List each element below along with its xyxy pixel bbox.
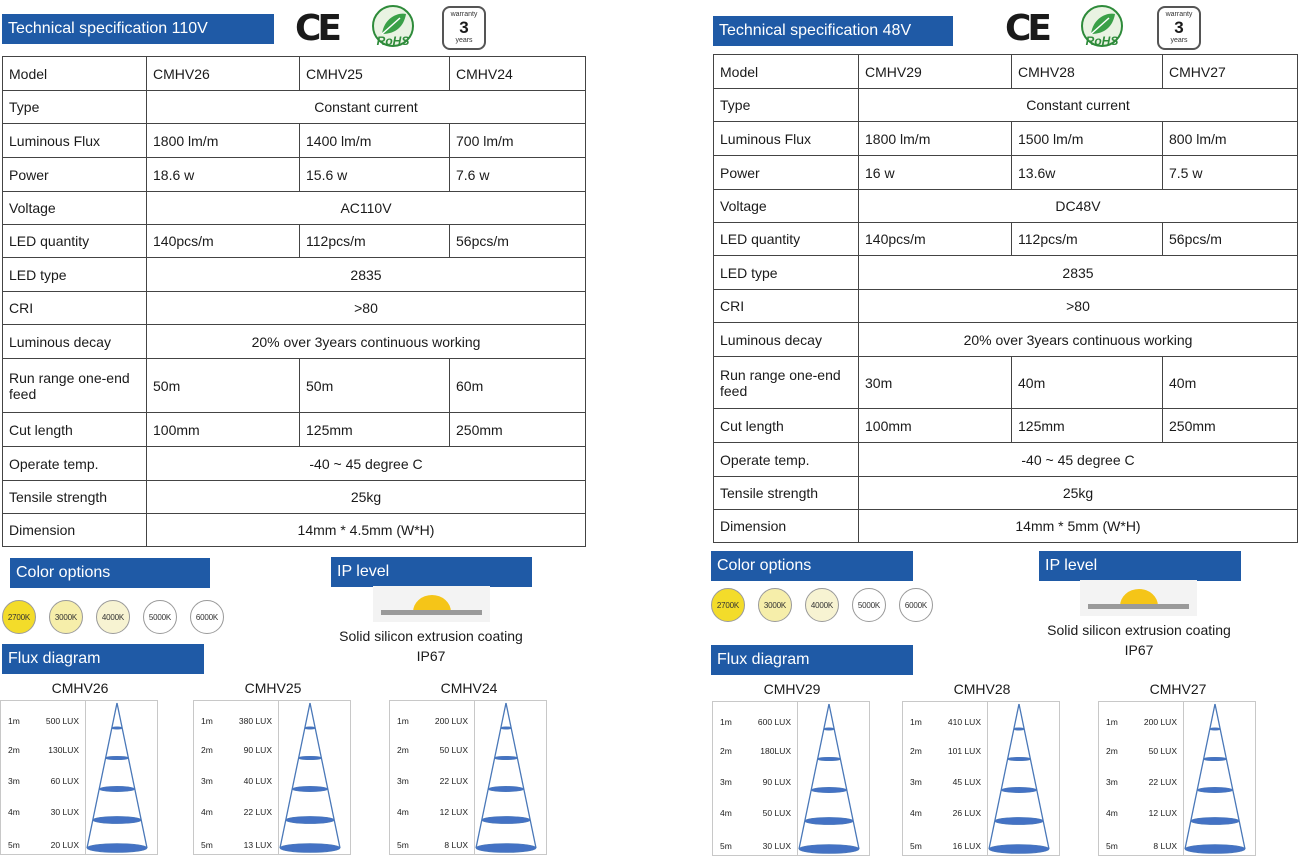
flux-lux-value: 8 LUX — [1153, 841, 1177, 851]
spec-value: 16 w — [859, 156, 1012, 190]
spec-banner: Technical specification 48V — [713, 16, 953, 46]
flux-lux-value: 30 LUX — [50, 807, 79, 817]
color-swatch: 5000K — [852, 588, 886, 622]
spec-value: 1800 lm/m — [859, 122, 1012, 156]
beam-ring — [299, 756, 322, 759]
color-swatches — [2, 600, 224, 634]
beam-ring — [1185, 845, 1245, 854]
spec-label: Tensile strength — [3, 481, 147, 514]
spec-label: Power — [714, 156, 859, 190]
flux-distance: 2m — [720, 746, 732, 756]
spec-value: 20% over 3years continuous working — [859, 323, 1298, 357]
flux-lux-value: 45 LUX — [952, 777, 981, 787]
ip-coating-profile-icon — [1080, 580, 1197, 616]
flux-diagram-banner: Flux diagram — [711, 645, 913, 675]
flux-lux-value: 90 LUX — [243, 745, 272, 755]
warranty-number: 3 — [1174, 18, 1184, 37]
flux-lux-value: 380 LUX — [238, 716, 272, 726]
spec-value: 13.6w — [1012, 156, 1163, 190]
beam-ring — [1014, 728, 1024, 730]
spec-table — [713, 54, 1298, 543]
spec-value: 25kg — [859, 477, 1298, 510]
spec-panel-110v — [0, 0, 600, 861]
flux-label-column — [194, 701, 279, 854]
beam-ring — [476, 844, 536, 853]
spec-value: CMHV25 — [300, 57, 450, 91]
spec-value: 56pcs/m — [450, 225, 586, 258]
color-swatch: 3000K — [758, 588, 792, 622]
spec-value: 20% over 3years continuous working — [147, 325, 586, 359]
spec-label: Type — [3, 91, 147, 124]
warranty-unit-text: years — [455, 37, 473, 44]
spec-label: Luminous decay — [3, 325, 147, 359]
flux-distance: 2m — [1106, 746, 1118, 756]
flux-box — [389, 700, 547, 855]
spec-value: DC48V — [859, 190, 1298, 223]
spec-value: 60m — [450, 359, 586, 413]
spec-label: CRI — [3, 292, 147, 325]
spec-value: >80 — [859, 290, 1298, 323]
spec-value: CMHV26 — [147, 57, 300, 91]
spec-value: 15.6 w — [300, 158, 450, 192]
spec-row — [3, 413, 586, 447]
spec-value: 140pcs/m — [859, 223, 1012, 256]
flux-box — [902, 701, 1060, 856]
beam-ring — [488, 786, 524, 791]
beam-ring — [112, 727, 122, 729]
spec-value: 100mm — [859, 409, 1012, 443]
spec-row — [3, 258, 586, 292]
flux-lux-value: 180LUX — [760, 746, 791, 756]
color-swatch: 4000K — [96, 600, 130, 634]
spec-value: 18.6 w — [147, 158, 300, 192]
spec-value: 2835 — [859, 256, 1298, 290]
flux-distance: 2m — [397, 745, 409, 755]
flux-model-title: CMHV29 — [763, 681, 821, 697]
flux-lux-value: 90 LUX — [762, 777, 791, 787]
flux-distance: 5m — [201, 840, 213, 850]
rohs-icon — [368, 4, 418, 57]
spec-value: 7.5 w — [1163, 156, 1298, 190]
spec-row — [714, 55, 1298, 89]
spec-row — [3, 158, 586, 192]
beam-cone-icon — [987, 702, 1059, 855]
spec-value: 1800 lm/m — [147, 124, 300, 158]
warranty-top-text: warranty — [1165, 11, 1193, 18]
flux-lux-value: 130LUX — [48, 745, 79, 755]
spec-panel-48v — [699, 0, 1299, 861]
beam-ring — [87, 844, 147, 853]
flux-chart — [902, 680, 1062, 856]
beam-ring — [818, 757, 841, 760]
ip-rating-text: IP67 — [1124, 642, 1154, 658]
warranty-icon — [1157, 6, 1201, 50]
beam-ring — [286, 816, 334, 823]
flux-lux-value: 60 LUX — [50, 776, 79, 786]
beam-cone-icon — [474, 701, 546, 854]
beam-ring — [989, 845, 1049, 854]
spec-row — [714, 290, 1298, 323]
spec-row — [3, 192, 586, 225]
beam-ring — [1204, 757, 1227, 760]
beam-ring — [495, 756, 518, 759]
ce-text: CE — [1005, 8, 1049, 49]
spec-value: >80 — [147, 292, 586, 325]
flux-distance: 4m — [1106, 808, 1118, 818]
flux-lux-value: 22 LUX — [439, 776, 468, 786]
beam-cone-icon — [1183, 702, 1255, 855]
ip-description — [1019, 620, 1259, 660]
spec-row — [714, 122, 1298, 156]
spec-row — [3, 447, 586, 481]
beam-ring — [106, 756, 129, 759]
spec-label: Run range one-end feed — [714, 357, 859, 409]
flux-label-column — [1099, 702, 1184, 855]
flux-distance: 5m — [8, 840, 20, 850]
flux-model-title: CMHV24 — [440, 680, 498, 696]
flux-lux-value: 22 LUX — [243, 807, 272, 817]
flux-chart — [712, 680, 872, 856]
spec-value: 125mm — [300, 413, 450, 447]
flux-distance: 5m — [720, 841, 732, 851]
spec-row — [3, 124, 586, 158]
spec-value: 25kg — [147, 481, 586, 514]
spec-label: Dimension — [714, 510, 859, 543]
flux-distance: 3m — [8, 776, 20, 786]
beam-cone-icon — [797, 702, 869, 855]
spec-value: 700 lm/m — [450, 124, 586, 158]
color-options-banner: Color options — [10, 558, 210, 588]
color-swatch: 5000K — [143, 600, 177, 634]
spec-label: Tensile strength — [714, 477, 859, 510]
flux-lux-value: 50 LUX — [439, 745, 468, 755]
flux-label-column — [713, 702, 798, 855]
flux-distance: 1m — [720, 717, 732, 727]
flux-distance: 4m — [8, 807, 20, 817]
flux-lux-value: 50 LUX — [762, 808, 791, 818]
beam-ring — [995, 817, 1043, 824]
spec-value: 30m — [859, 357, 1012, 409]
spec-label: Dimension — [3, 514, 147, 547]
spec-label: Luminous decay — [714, 323, 859, 357]
spec-label: Power — [3, 158, 147, 192]
spec-value: CMHV27 — [1163, 55, 1298, 89]
spec-label: Luminous Flux — [3, 124, 147, 158]
flux-distance: 2m — [8, 745, 20, 755]
color-swatch: 6000K — [190, 600, 224, 634]
flux-box — [0, 700, 158, 855]
warranty-top-text: warranty — [450, 11, 478, 18]
spec-row — [3, 57, 586, 91]
beam-ring — [99, 786, 135, 791]
flux-lux-value: 13 LUX — [243, 840, 272, 850]
beam-ring — [1001, 787, 1037, 792]
beam-ring — [292, 786, 328, 791]
spec-label: LED quantity — [714, 223, 859, 256]
flux-box — [193, 700, 351, 855]
flux-model-title: CMHV27 — [1149, 681, 1207, 697]
spec-row — [3, 225, 586, 258]
spec-row — [714, 409, 1298, 443]
flux-lux-value: 50 LUX — [1148, 746, 1177, 756]
spec-row — [714, 89, 1298, 122]
flux-box — [712, 701, 870, 856]
spec-label: LED quantity — [3, 225, 147, 258]
flux-chart — [193, 679, 353, 855]
beam-ring — [280, 844, 340, 853]
warranty-icon — [442, 6, 486, 50]
flux-lux-value: 30 LUX — [762, 841, 791, 851]
spec-value: 14mm * 4.5mm (W*H) — [147, 514, 586, 547]
spec-label: LED type — [3, 258, 147, 292]
flux-lux-value: 200 LUX — [1143, 717, 1177, 727]
spec-label: Cut length — [3, 413, 147, 447]
beam-ring — [93, 816, 141, 823]
spec-value: 125mm — [1012, 409, 1163, 443]
color-swatch: 2700K — [711, 588, 745, 622]
spec-value: AC110V — [147, 192, 586, 225]
flux-lux-value: 8 LUX — [444, 840, 468, 850]
spec-value: -40 ~ 45 degree C — [859, 443, 1298, 477]
flux-lux-value: 40 LUX — [243, 776, 272, 786]
spec-value: 1500 lm/m — [1012, 122, 1163, 156]
spec-value: 2835 — [147, 258, 586, 292]
spec-value: -40 ~ 45 degree C — [147, 447, 586, 481]
spec-label: Model — [714, 55, 859, 89]
flux-model-title: CMHV26 — [51, 680, 109, 696]
flux-lux-value: 101 LUX — [947, 746, 981, 756]
flux-distance: 3m — [910, 777, 922, 787]
spec-label: Type — [714, 89, 859, 122]
flux-chart — [389, 679, 549, 855]
spec-row — [714, 156, 1298, 190]
beam-ring — [482, 816, 530, 823]
flux-distance: 2m — [910, 746, 922, 756]
flux-distance: 5m — [397, 840, 409, 850]
spec-value: 250mm — [450, 413, 586, 447]
beam-cone-icon — [278, 701, 350, 854]
ip-rating-text: IP67 — [416, 648, 446, 664]
spec-value: 1400 lm/m — [300, 124, 450, 158]
spec-row — [3, 359, 586, 413]
flux-label-column — [903, 702, 988, 855]
spec-value: Constant current — [859, 89, 1298, 122]
ip-coating-image — [1080, 580, 1197, 621]
flux-chart — [1098, 680, 1258, 856]
spec-label: Model — [3, 57, 147, 91]
spec-row — [3, 91, 586, 124]
spec-value: 40m — [1163, 357, 1298, 409]
spec-label: Voltage — [714, 190, 859, 223]
spec-value: CMHV24 — [450, 57, 586, 91]
flux-distance: 4m — [720, 808, 732, 818]
warranty-unit-text: years — [1170, 37, 1188, 44]
flux-distance: 4m — [201, 807, 213, 817]
spec-label: LED type — [714, 256, 859, 290]
flux-diagram-banner: Flux diagram — [2, 644, 204, 674]
spec-value: 40m — [1012, 357, 1163, 409]
spec-table — [2, 56, 586, 547]
flux-distance: 1m — [1106, 717, 1118, 727]
spec-label: Operate temp. — [714, 443, 859, 477]
ip-level-banner: IP level — [1039, 551, 1241, 581]
spec-label: Run range one-end feed — [3, 359, 147, 413]
spec-label: Cut length — [714, 409, 859, 443]
rohs-icon — [1077, 4, 1127, 57]
spec-row — [3, 514, 586, 547]
flux-distance: 4m — [910, 808, 922, 818]
color-swatch: 6000K — [899, 588, 933, 622]
beam-ring — [811, 787, 847, 792]
flux-lux-value: 600 LUX — [757, 717, 791, 727]
spec-row — [714, 190, 1298, 223]
ip-description — [311, 626, 551, 666]
flux-lux-value: 410 LUX — [947, 717, 981, 727]
spec-value: 140pcs/m — [147, 225, 300, 258]
beam-ring — [1210, 728, 1220, 730]
flux-box — [1098, 701, 1256, 856]
spec-value: CMHV28 — [1012, 55, 1163, 89]
ip-level-banner: IP level — [331, 557, 532, 587]
color-swatch: 2700K — [2, 600, 36, 634]
flux-distance: 4m — [397, 807, 409, 817]
beam-ring — [1197, 787, 1233, 792]
color-swatch: 3000K — [49, 600, 83, 634]
flux-distance: 1m — [910, 717, 922, 727]
flux-distance: 1m — [201, 716, 213, 726]
beam-ring — [1191, 817, 1239, 824]
color-options-banner: Color options — [711, 551, 913, 581]
spec-label: Voltage — [3, 192, 147, 225]
flux-distance: 1m — [397, 716, 409, 726]
flux-distance: 1m — [8, 716, 20, 726]
flux-lux-value: 20 LUX — [50, 840, 79, 850]
flux-lux-value: 500 LUX — [45, 716, 79, 726]
spec-value: 250mm — [1163, 409, 1298, 443]
ip-coating-image — [373, 586, 490, 627]
ip-coating-text: Solid silicon extrusion coating — [339, 628, 523, 644]
color-swatch: 4000K — [805, 588, 839, 622]
spec-value: 100mm — [147, 413, 300, 447]
spec-row — [714, 477, 1298, 510]
spec-value: 50m — [147, 359, 300, 413]
flux-label-column — [390, 701, 475, 854]
spec-value: 112pcs/m — [300, 225, 450, 258]
ip-coating-profile-icon — [373, 586, 490, 622]
rohs-text: RoHS — [376, 34, 410, 48]
spec-row — [3, 481, 586, 514]
flux-lux-value: 22 LUX — [1148, 777, 1177, 787]
beam-ring — [305, 727, 315, 729]
spec-value: 112pcs/m — [1012, 223, 1163, 256]
flux-distance: 5m — [1106, 841, 1118, 851]
flux-label-column — [1, 701, 86, 854]
beam-ring — [799, 845, 859, 854]
spec-label: Operate temp. — [3, 447, 147, 481]
spec-value: CMHV29 — [859, 55, 1012, 89]
spec-row — [3, 292, 586, 325]
flux-distance: 3m — [720, 777, 732, 787]
spec-row — [714, 443, 1298, 477]
flux-lux-value: 200 LUX — [434, 716, 468, 726]
flux-lux-value: 16 LUX — [952, 841, 981, 851]
ip-coating-text: Solid silicon extrusion coating — [1047, 622, 1231, 638]
spec-row — [3, 325, 586, 359]
flux-distance: 5m — [910, 841, 922, 851]
spec-row — [714, 323, 1298, 357]
ce-text: CE — [295, 8, 339, 49]
beam-ring — [1008, 757, 1031, 760]
spec-value: 56pcs/m — [1163, 223, 1298, 256]
flux-distance: 3m — [201, 776, 213, 786]
flux-distance: 3m — [1106, 777, 1118, 787]
spec-row — [714, 223, 1298, 256]
warranty-number: 3 — [459, 18, 469, 37]
ce-mark-icon — [1005, 10, 1048, 48]
beam-ring — [501, 727, 511, 729]
spec-value: 14mm * 5mm (W*H) — [859, 510, 1298, 543]
rohs-text: RoHS — [1085, 34, 1119, 48]
spec-banner: Technical specification 110V — [2, 14, 274, 44]
flux-lux-value: 12 LUX — [439, 807, 468, 817]
spec-label: CRI — [714, 290, 859, 323]
spec-row — [714, 256, 1298, 290]
spec-label: Luminous Flux — [714, 122, 859, 156]
spec-value: Constant current — [147, 91, 586, 124]
flux-chart — [0, 679, 160, 855]
beam-ring — [805, 817, 853, 824]
beam-cone-icon — [85, 701, 157, 854]
color-swatches — [711, 588, 933, 622]
flux-distance: 3m — [397, 776, 409, 786]
spec-row — [714, 357, 1298, 409]
spec-value: 7.6 w — [450, 158, 586, 192]
spec-value: 800 lm/m — [1163, 122, 1298, 156]
flux-model-title: CMHV25 — [244, 680, 302, 696]
spec-row — [714, 510, 1298, 543]
spec-value: 50m — [300, 359, 450, 413]
flux-distance: 2m — [201, 745, 213, 755]
flux-lux-value: 12 LUX — [1148, 808, 1177, 818]
flux-lux-value: 26 LUX — [952, 808, 981, 818]
flux-model-title: CMHV28 — [953, 681, 1011, 697]
beam-ring — [824, 728, 834, 730]
ce-mark-icon — [295, 10, 338, 48]
